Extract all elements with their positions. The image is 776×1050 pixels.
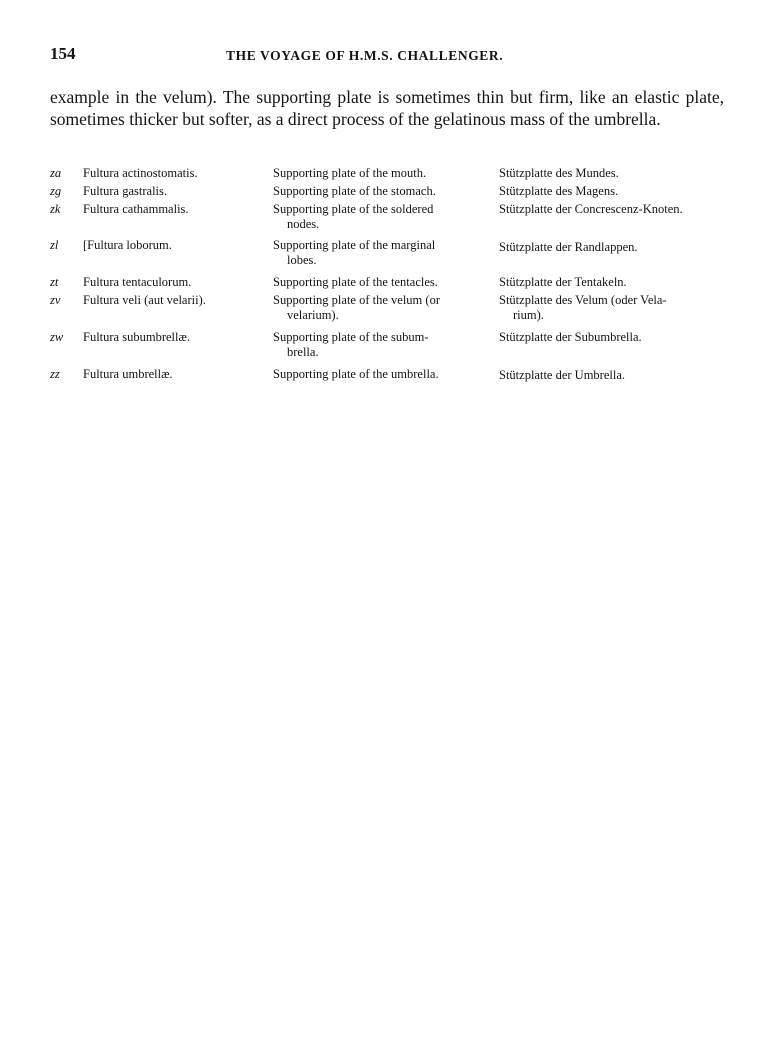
legend-abbreviation: za (50, 166, 62, 180)
legend-english-term (273, 166, 483, 181)
legend-latin-term: Fultura tentaculorum. (83, 275, 192, 289)
legend-abbreviation: zw (50, 330, 64, 344)
legend-german-line: Stützplatte des Magens. (499, 184, 619, 198)
legend-latin-term: Fultura cathammalis. (83, 202, 189, 216)
body-paragraph: example in the velum). The supporting plate is sometimes thin but firm, like an elastic plate, sometimes thicker but softer, as a direct process of the gelatinous mass of the umbrella. (50, 87, 724, 129)
legend-english-line: velarium). (287, 308, 339, 322)
legend-english-line: Supporting plate of the mouth. (273, 166, 427, 180)
legend-english-term (273, 184, 483, 199)
legend-german-term (499, 166, 725, 181)
legend-english-line: Supporting plate of the tentacles. (273, 275, 438, 289)
legend-english-line: nodes. (287, 217, 320, 231)
page-number: 154 (50, 44, 76, 63)
legend-german-term (499, 368, 725, 383)
legend-english-term (273, 293, 483, 323)
legend-german-term (499, 240, 725, 255)
legend-english-term (273, 275, 483, 290)
legend-latin-term: Fultura gastralis. (83, 184, 168, 198)
legend-german-term (499, 202, 725, 217)
legend-abbreviation: zv (50, 293, 61, 307)
legend-latin-term: Fultura veli (aut velarii). (83, 293, 206, 307)
legend-english-line: brella. (287, 345, 319, 359)
legend-german-line: Stützplatte der Tentakeln. (499, 275, 627, 289)
legend-english-term (273, 202, 483, 232)
legend-german-term (499, 330, 725, 345)
legend-english-line: Supporting plate of the umbrella. (273, 367, 439, 381)
legend-german-line: Stützplatte der Randlappen. (499, 240, 638, 254)
legend-english-term (273, 367, 483, 382)
legend-abbreviation: zg (50, 184, 62, 198)
legend-german-term (499, 293, 725, 323)
legend-german-line: Stützplatte des Velum (oder Vela- (499, 293, 667, 307)
legend-abbreviation: zk (50, 202, 61, 216)
legend-german-line: Stützplatte des Mundes. (499, 166, 619, 180)
legend-english-term (273, 330, 483, 360)
legend-german-line: Stützplatte der Subumbrella. (499, 330, 642, 344)
legend-german-line: rium). (513, 308, 544, 322)
running-title: THE VOYAGE OF H.M.S. CHALLENGER. (226, 48, 504, 63)
legend-english-line: lobes. (287, 253, 317, 267)
legend-english-line: Supporting plate of the soldered (273, 202, 434, 216)
legend-english-line: Supporting plate of the subum- (273, 330, 429, 344)
legend-english-line: Supporting plate of the velum (or (273, 293, 440, 307)
legend-latin-term: [Fultura loborum. (83, 238, 172, 252)
legend-abbreviation: zt (50, 275, 59, 289)
legend-latin-term: Fultura umbrellæ. (83, 367, 173, 381)
legend-german-line: Stützplatte der Umbrella. (499, 368, 626, 382)
legend-latin-term: Fultura subumbrellæ. (83, 330, 190, 344)
legend-abbreviation: zz (50, 367, 60, 381)
legend-german-line: Stützplatte der Concrescenz-Knoten. (499, 202, 683, 216)
legend-german-term (499, 275, 725, 290)
legend-latin-term: Fultura actinostomatis. (83, 166, 198, 180)
legend-english-term (273, 238, 483, 268)
legend-abbreviation: zl (50, 238, 59, 252)
legend-english-line: Supporting plate of the stomach. (273, 184, 436, 198)
legend-german-term (499, 184, 725, 199)
legend-english-line: Supporting plate of the marginal (273, 238, 436, 252)
